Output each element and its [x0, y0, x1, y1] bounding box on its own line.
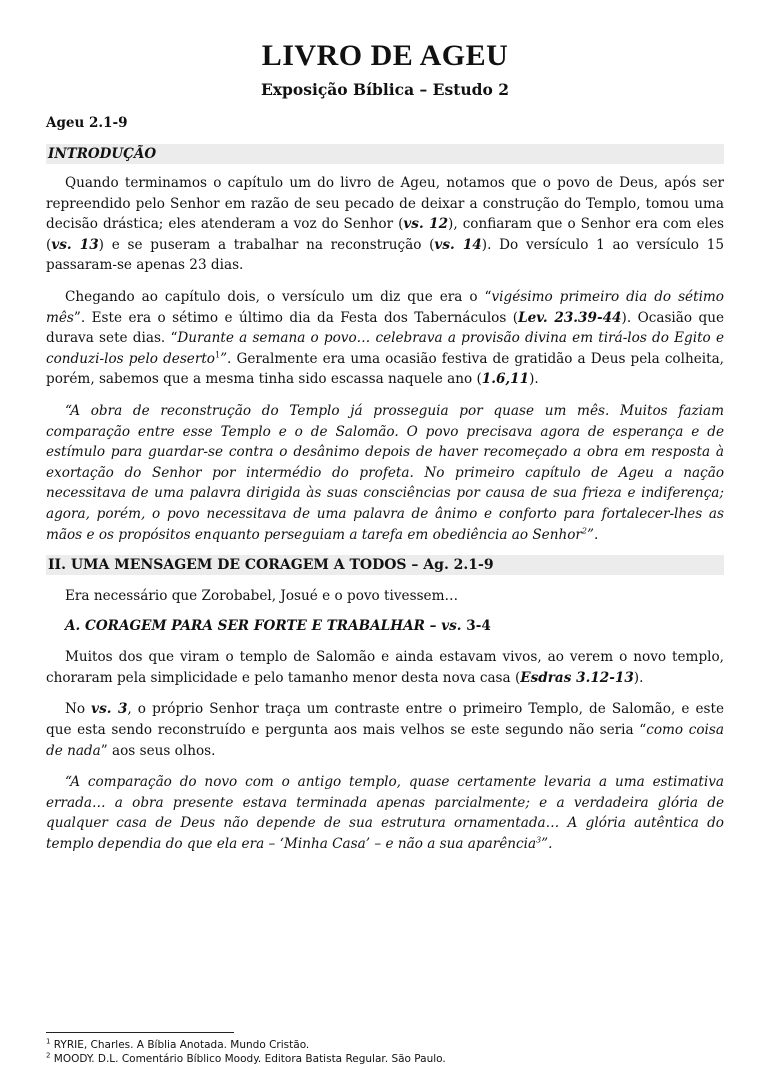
section2-paragraph-1: Era necessário que Zorobabel, Josué e o povo tivessem… — [65, 588, 459, 605]
footnote-marker: 3 — [536, 835, 542, 845]
verse-ref: Esdras 3.12-13 — [520, 669, 634, 686]
section-heading-ii: II. UMA MENSAGEM DE CORAGEM A TODOS – Ag. 2.1-9 — [46, 555, 724, 575]
verse-ref: vs. 14 — [434, 236, 482, 253]
section2-paragraph-3: No vs. 3, o próprio Senhor traça um contraste entre o primeiro Templo, de Salomão, e este que esta sendo reconstruído e pergunta aos mais velhos se este segundo não seria “como coisa de nada” aos seus olhos. — [46, 701, 724, 759]
document-page — [0, 38, 768, 1065]
footnote-separator — [46, 1032, 234, 1033]
intro-quote: “A obra de reconstrução do Templo já prosseguia por quase um mês. Muitos faziam comparação entre esse Templo e o de Salomão. O povo precisava agora de esperança e de estímulo para guardar-se contra o desânimo depois de haver recomeçado a obra em resposta à exortação do Senhor por intermédio do profeta. No primeiro capítulo de Ageu a nação necessitava de uma palavra dirigida às suas consciências por causa de sua frieza e indiferença; agora, porém, o povo necessitava de uma palavra de ânimo e conforto para fortalecer-lhes as mãos e os propósitos enquanto perseguiam a tarefa em obediência ao Senhor$^2$”. — [46, 402, 724, 543]
footnote-marker: 2 — [581, 525, 587, 535]
verse-ref: vs. 13 — [51, 236, 99, 253]
verse-ref: 1.6,11 — [481, 371, 530, 388]
intro-paragraph-1: Quando terminamos o capítulo um do livro de Ageu, notamos que o povo de Deus, após ser repreendido pelo Senhor em razão de seu pecado de deixar a construção do Templo, tomou uma decisão drástica; eles atenderam a voz do Senhor (vs. 12), confiaram que o Senhor era com eles (vs. 13) e se puseram a trabalhar na reconstrução (vs. 14). Do versículo 1 ao versículo 15 passaram-se apenas 23 dias. — [46, 175, 725, 274]
footnote-marker: 1 — [215, 350, 221, 360]
document-subtitle: Exposição Bíblica – Estudo 2 — [260, 80, 509, 99]
intro-paragraph-2: Chegando ao capítulo dois, o versículo um diz que era o “vigésimo primeiro dia do sétimo mês”. Este era o sétimo e último dia da Festa dos Tabernáculos (Lev. 23.39-44). Ocasião que durava sete dias. “Durante a semana o povo… celebrava a provisão divina em tirá-los do Egito e conduzi-los pelo deserto$^1$”. Geralmente era uma ocasião festiva de gratidão a Deus pela colheita, porém, sabemos que a mesma tinha sido escassa naquele ano (1.6,11). — [46, 288, 724, 388]
section-heading-introduction: INTRODUÇÃO — [46, 144, 724, 164]
section2-quote: “A comparação do novo com o antigo templo, quase certamente levaria a uma estimativa errada… a obra presente estava terminada apenas parcialmente; e a verdadeira glória de qualquer casa de Deus não depende de sua estrutura ornamentada… A glória autêntica do templo dependia do que ela era – ‘Minha Casa’ – e não a sua aparência$^3$”. — [46, 774, 724, 853]
document-title: LIVRO DE AGEU — [261, 39, 509, 72]
subsection-heading-a: A. CORAGEM PARA SER FORTE E TRABALHAR – vs. 3-4 — [65, 617, 491, 634]
footnotes — [46, 1032, 724, 1066]
footnote-1: $^1$ RYRIE, Charles. A Bíblia Anotada. Mundo Cristão. — [46, 1038, 310, 1051]
verse-ref: vs. 3 — [91, 701, 128, 718]
footnote-2: $^2$ MOODY. D.L. Comentário Bíblico Moody. Editora Batista Regular. São Paulo. — [46, 1052, 446, 1065]
verse-ref: vs. 12 — [403, 216, 449, 233]
scripture-reference: Ageu 2.1-9 — [46, 115, 128, 131]
section2-paragraph-2: Muitos dos que viram o templo de Salomão e ainda estavam vivos, ao verem o novo templo, choraram pela simplicidade e pelo tamanho menor desta nova casa (Esdras 3.12-13). — [46, 649, 724, 686]
verse-ref: Lev. 23.39-44 — [518, 309, 622, 326]
